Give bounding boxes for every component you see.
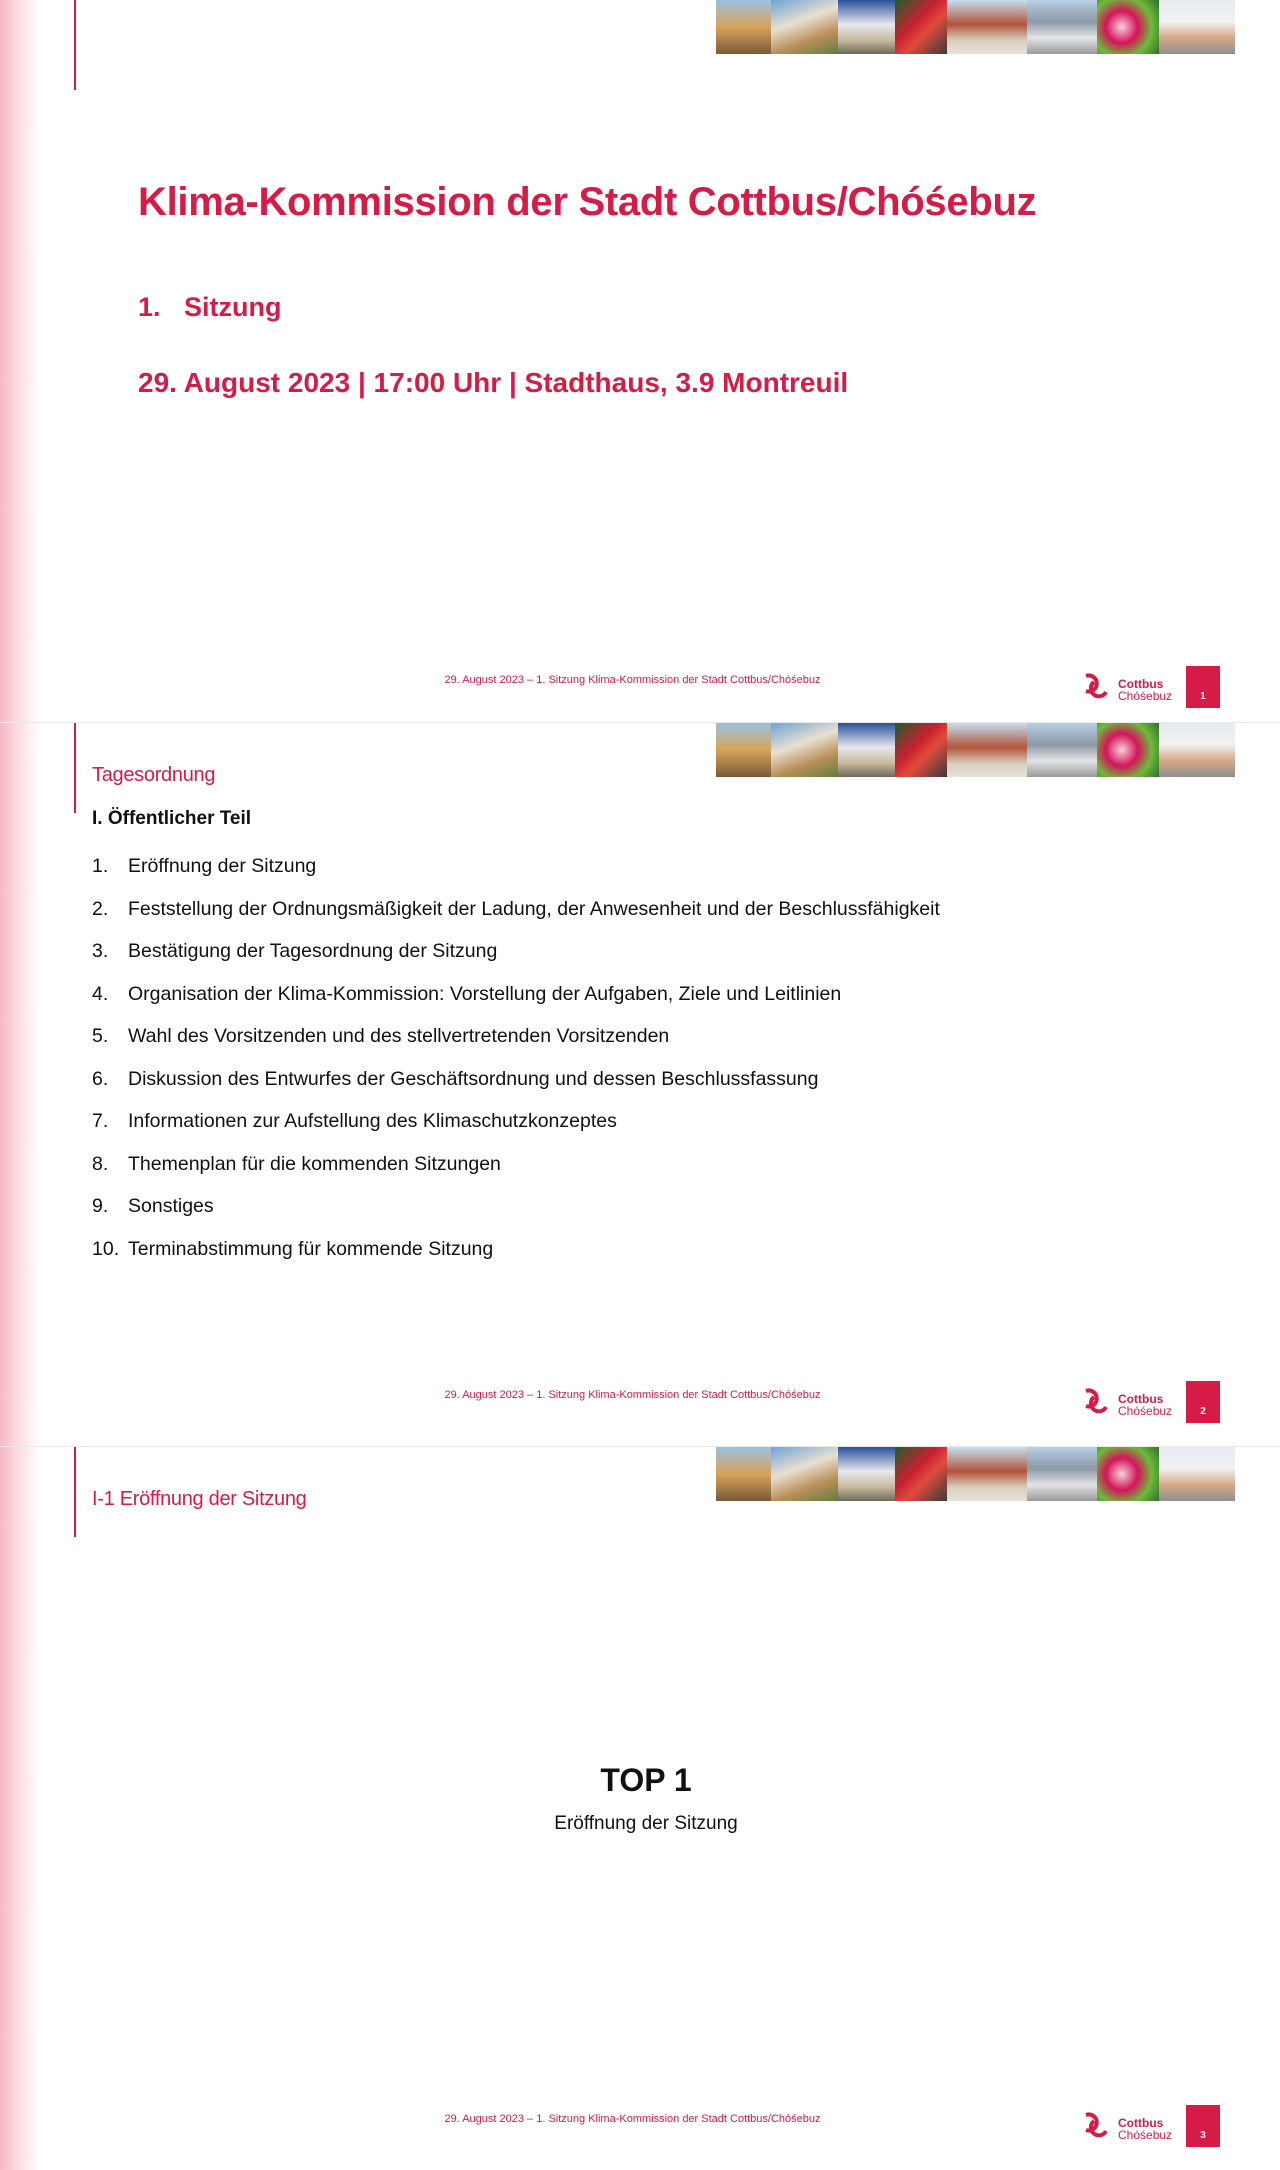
cottbus-logo-icon xyxy=(1080,1383,1200,1423)
slide-heading: I-1 Eröffnung der Sitzung xyxy=(92,1488,307,1510)
footer-text: 29. August 2023 – 1. Sitzung Klima-Kommission der Stadt Cottbus/Chóśebuz xyxy=(444,1389,821,1401)
photo-festival xyxy=(895,723,947,777)
agenda-item: 2. Feststellung der Ordnungsmäßigkeit der Ladung, der Anwesenheit und der Beschlussfähigkeit xyxy=(92,897,940,920)
logo-line2: Chóśebuz xyxy=(1118,689,1173,703)
cottbus-logo xyxy=(1080,2107,1200,2147)
accent-bar xyxy=(74,0,76,90)
slide-3 xyxy=(0,1447,1280,2170)
slide-heading: Tagesordnung xyxy=(92,764,216,786)
photo-old-town xyxy=(771,723,838,777)
cottbus-logo xyxy=(1080,1383,1200,1423)
accent-bar xyxy=(74,723,76,813)
photo-festival xyxy=(895,0,947,54)
photo-people xyxy=(1159,723,1235,777)
page-number-badge xyxy=(1186,2105,1220,2147)
agenda-item: 4. Organisation der Klima-Kommission: Vorstellung der Aufgaben, Ziele und Leitlinien xyxy=(92,982,842,1005)
agenda-list xyxy=(92,845,940,1270)
slide-title: Klima-Kommission der Stadt Cottbus/Chóśebuz xyxy=(138,180,1037,224)
slide-2 xyxy=(0,723,1280,1446)
photo-festival xyxy=(895,1447,947,1501)
footer-text: 29. August 2023 – 1. Sitzung Klima-Kommission der Stadt Cottbus/Chóśebuz xyxy=(444,2113,821,2125)
top-subtitle: Eröffnung der Sitzung xyxy=(554,1813,738,1834)
photo-strip xyxy=(716,0,1235,54)
agenda-item: 8. Themenplan für die kommenden Sitzungen xyxy=(92,1152,501,1175)
page-number: 1 xyxy=(1200,691,1206,702)
agenda-item: 5. Wahl des Vorsitzenden und des stellvertretenden Vorsitzenden xyxy=(92,1025,670,1047)
photo-spiral xyxy=(1097,0,1159,54)
photo-bridge xyxy=(1027,1447,1097,1501)
photo-people xyxy=(1159,0,1235,54)
decorative-left-gradient xyxy=(0,0,40,722)
photo-lake-pyramid xyxy=(716,1447,771,1501)
cottbus-logo-icon xyxy=(1080,668,1200,708)
footer-text: 29. August 2023 – 1. Sitzung Klima-Kommission der Stadt Cottbus/Chóśebuz xyxy=(444,674,821,686)
photo-strip xyxy=(716,723,1235,777)
photo-theater xyxy=(838,1447,895,1501)
slide-1 xyxy=(0,0,1280,722)
photo-strip xyxy=(716,1447,1235,1501)
photo-building xyxy=(947,723,1027,777)
page-number: 2 xyxy=(1200,1406,1206,1417)
photo-old-town xyxy=(771,0,838,54)
photo-spiral xyxy=(1097,1447,1159,1501)
logo-line1: Cottbus xyxy=(1118,1392,1164,1406)
cottbus-logo-icon xyxy=(1080,2107,1200,2147)
photo-building xyxy=(947,0,1027,54)
top-title: TOP 1 xyxy=(600,1762,692,1798)
logo-line1: Cottbus xyxy=(1118,2116,1164,2130)
photo-old-town xyxy=(771,1447,838,1501)
photo-spiral xyxy=(1097,723,1159,777)
page-number: 3 xyxy=(1200,2130,1206,2141)
date-line: 29. August 2023 | 17:00 Uhr | Stadthaus, 3.9 Montreuil xyxy=(138,367,849,398)
section-label: I. Öffentlicher Teil xyxy=(92,808,252,829)
logo-line2: Chóśebuz xyxy=(1118,2128,1173,2142)
accent-bar xyxy=(74,1447,76,1537)
photo-lake-pyramid xyxy=(716,0,771,54)
decorative-left-gradient xyxy=(0,723,40,1446)
agenda-item: 3. Bestätigung der Tagesordnung der Sitzung xyxy=(92,940,498,962)
agenda-item: 10. Terminabstimmung für kommende Sitzung xyxy=(92,1237,494,1260)
photo-theater xyxy=(838,723,895,777)
agenda-item: 6. Diskussion des Entwurfes der Geschäftsordnung und dessen Beschlussfassung xyxy=(92,1067,819,1090)
page-number-badge xyxy=(1186,1381,1220,1423)
agenda-item: 1. Eröffnung der Sitzung xyxy=(92,855,317,877)
logo-line1: Cottbus xyxy=(1118,677,1164,691)
photo-lake-pyramid xyxy=(716,723,771,777)
session-label: Sitzung xyxy=(184,292,282,322)
photo-building xyxy=(947,1447,1027,1501)
session-number: 1. xyxy=(138,292,161,322)
page-number-badge xyxy=(1186,666,1220,708)
agenda-item: 7. Informationen zur Aufstellung des Klimaschutzkonzeptes xyxy=(92,1110,617,1132)
session-line xyxy=(138,292,281,323)
decorative-left-gradient xyxy=(0,1447,40,2170)
photo-bridge xyxy=(1027,0,1097,54)
photo-bridge xyxy=(1027,723,1097,777)
photo-people xyxy=(1159,1447,1235,1501)
logo-line2: Chóśebuz xyxy=(1118,1404,1173,1418)
agenda-item: 9. Sonstiges xyxy=(92,1195,214,1217)
photo-theater xyxy=(838,0,895,54)
cottbus-logo xyxy=(1080,668,1200,708)
